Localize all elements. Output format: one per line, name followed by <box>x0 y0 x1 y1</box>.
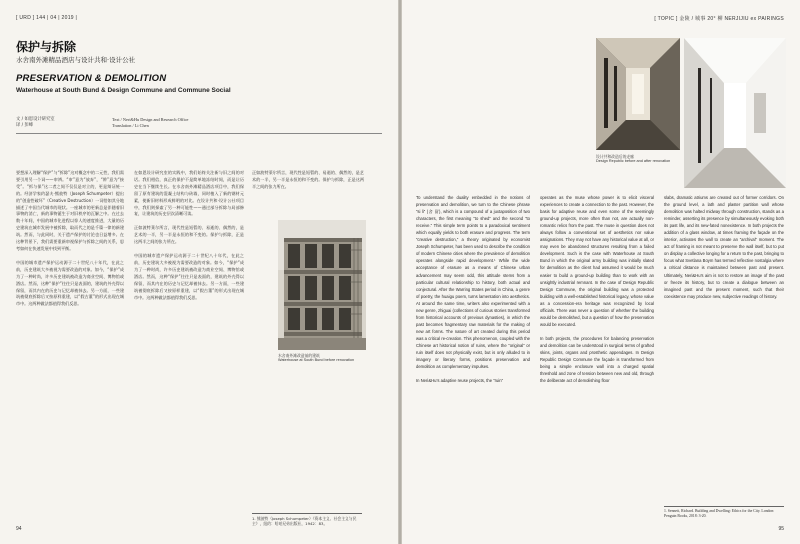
corridor-photo-caption <box>596 154 680 165</box>
paragraph-cn: 正如波特莱尔所言，现代性是短暂的、易逝的、偶然的，是艺术的一半，另一半是永恒的和不变的。保护与拆除，正是这两半之间的张力所在。 <box>252 170 364 189</box>
page-number-left: 94 <box>16 526 22 532</box>
article-title-en: PRESERVATION & DEMOLITION <box>16 73 167 84</box>
paragraph-en: operates as the muse whose power is to elicit visceral experiences to create a connection to the past. However, the basis for adaptive reuse and even some of the seemingly ground-up projects, more often than not, are actually non-romantic relics from the past. The muse in question does not always follow a conventional set of aesthetics nor value assignations. They may not have any historical value at all, or may even be abandoned structures resulting from a failed development. Such is the case with Waterhouse at South Bund in which the original army building was initially slated for demolition as the client had assumed it would be much easier to build a ground-up building than to work with an unsightly industrial remnant. In the case of Design Republic Design Commune, the original building was a protected building with a well-established historical legacy, whose value as a concession-era heritage was recognized by local officials. There was never a question of whether the building would be demolished, but a question of how the preservation would be executed. <box>540 195 654 327</box>
body-column-en-2 <box>540 194 654 528</box>
credit-cn: 文 / 如恩设计研究室 译 / 彭峰 <box>16 117 55 128</box>
caption-cn: 设计共和改造后的走廊 <box>596 154 634 159</box>
paragraph-cn: 正如波特莱尔所言，现代性是短暂的、易逝的、偶然的，是艺术的一半，另一半是永恒的和不变的。保护与拆除，正是这两半之间的张力所在。 <box>134 225 244 245</box>
running-head-right: [ TOPIC ] 金陵 / 城事 20° 柳 NERJIJIU ex PAIRINGS <box>654 16 784 22</box>
paragraph-cn: 中国的城市遗产保护运动源于二十世纪八十年代，在此之前，历史建筑大多被视为需要改造的对象。如今，“保护”成为了一种时尚，许多历史建筑被改造为商业空间、博物馆或酒店。然而，这种“保护”往往只是表面的，建筑的外壳得以保留，而其内在的历史与记忆却被抹去。另一方面，一些建筑被彻底拆除后又按原样重建，以“假古董”的形式出现在城市中。这两种做法都值得我们反思。 <box>134 253 244 300</box>
paragraph-cn: 在如恩设计研究室的实践中，我们始终关注新与旧之间的对话。我们相信，真正的保护不是简单地冻结时间，而是让历史在当下继续生长。在水舍南外滩精品酒店项目中，我们保留了原有建筑的混凝土结构与砖墙，同时植入了新的钢材元素，使新旧材料形成鲜明的对比。在设计共和·设计公社项目中，我们则探索了另一种可能性——通过部分拆除与局部修复，让建筑的历史层次清晰可读。 <box>134 170 244 217</box>
corridor-image-right <box>684 38 786 188</box>
footnote-left: 1. 熊彼特（Joseph Schumpeter）《资本主义、社会主义与民主》，纽约：哈珀兄弟出版社，1942：83。 <box>252 516 357 527</box>
body-column-cn-2 <box>134 170 244 506</box>
article-title-cn: 保护与拆除 <box>16 40 77 54</box>
paragraph-en: To understand the duality embedded in the notions of preservation and demolition, we turn to the Chinese phrase “si li” (舍 留), which is a compound of a juxtaposition of two characters, the first meaning “to shed” and the second “to receive.” This simple term points to a paradoxical sentiment which equally yields to both erasure and progress. The term “creative destruction,” a theory originated by economist Joseph Schumpeter, has been used to describe the condition of modern Chinese cities where the prevalence of demolition operates alongside rapid development.¹ While the wide acceptance of erasure as a means of Chinese urban advancement may seem odd, this attitude stems from a particular cultural relationship to history, both actual and conjectural. After the Warring States period in China, a genre of poetry, the huaigu poem, turns lamentation into aesthetics. At around the same time, writers also experimented with a new genre, zhiguai (collections of curious stories transformed from historical accounts of previous dynasties), in which the past becomes fragmentary raw materials for the making of new art forms. The nature of art created during this period was a critical re-creation. This phenomenon, coupled with the Chinese art historical notion of ruins, where the “original” or ruin itself does not physically exist, but is only alluded to in imagery or literary forms, positions preservation and demolition as complementary impulses. <box>416 195 530 370</box>
header-rule <box>16 133 382 134</box>
ruin-building-photo <box>278 220 366 350</box>
footnote-rule-right <box>664 506 784 507</box>
caption-en: Design Republic before and after renovation <box>596 159 671 164</box>
paragraph-cn: 要想深入理解“保护”与“拆除”这对概念中的二元性，我们需要引用另一个词——审辨。“审”意为“放弃”，“辨”意为“接受”。“拆与保”这二者之间不仅仅是对立的，更是辩证统一的。经济学家约瑟夫·熊彼特（Joseph Schumpeter）提出的“创造性破坏”（Creative Destruction）一词恰如其分地描述了中国当代城市的现状。一座城市的更新总是伴随着旧事物的消亡，新的事物诞生于对旧秩序的瓦解之中。在过去数十年间，中国的城市化进程以惊人的速度推进，大量的历史建筑在城市发展中被拆除，取而代之的是千篇一律的新建筑。然而，与此同时，关于遗产保护的讨论也日益增多。在这种背景下，我们需要重新审视保护与拆除之间的关系，思考如何在快速发展中找到平衡。 <box>16 170 124 251</box>
body-column-cn-3 <box>252 170 364 214</box>
paragraph-en: In Neri&Hu’s adaptive reuse projects, the “ruin” <box>416 378 503 384</box>
ruin-building-image <box>278 220 366 350</box>
page-number-right: 95 <box>778 526 784 532</box>
caption-en: Waterhouse at South Bund before renovation <box>278 358 355 363</box>
paragraph-en: slabs, dramatic atriums are created out of former corridors. On the ground level, a lath and plaster partition wall whose demolition was halted midway through construction, stands as a reminder, asserting its presence by simultaneously evoking both its past life, and its new-fated nonexistence. In both projects the addition of a glass window, at times framing the façade on the interior, activates the wall to create an “archival” moment. The act of framing is not meant to preserve the wall itself, but to put on display a collective longing for a return to the past, bringing to focus what Svetlana Boym has termed reflective nostalgia where a critical distance is maintained between past and present. Ultimately, Neri&Hu’s aim is not to restore an image of the past or freeze its history, but to create a dialogue between an imagined past and the present moment, such that their coexistence may produce new, subjective readings of history. <box>664 195 784 299</box>
paragraph-en: In both projects, the procedures for balancing preservation and demolition can be understood in surgical terms of grafted skins, joints, organs and prosthetic appendages. In Design Republic Design Commune the façade is transformed from being a simple enclosure wall into a charged spatial threshold and zone of tension between new and old, through the deliberate act of demolishing floor <box>540 335 654 384</box>
left-page <box>0 0 398 544</box>
caption-cn: 水舍南外滩改造前的建筑 <box>278 353 320 358</box>
body-column-en-3 <box>664 194 784 494</box>
white-corridor-photo <box>684 38 786 188</box>
ruin-photo-caption <box>278 353 378 364</box>
article-subtitle-en: Waterhouse at South Bund & Design Commune and Commune Social <box>16 87 231 94</box>
right-page <box>402 0 800 544</box>
corridor-image-left <box>596 38 680 150</box>
footnote-rule-left <box>252 513 362 514</box>
footnote-right: 1. Sennett, Richard. Building and Dwelling: Ethics for the City. London: Penguin Books, 2018: 3-20. <box>664 509 775 519</box>
body-column-cn-1 <box>16 170 124 506</box>
body-column-en-1 <box>416 194 530 528</box>
corridor-interior-photo <box>596 38 680 150</box>
paragraph-cn: 中国的城市遗产保护运动源于二十世纪八十年代，在此之前，历史建筑大多被视为需要改造的对象。如今，“保护”成为了一种时尚，许多历史建筑被改造为商业空间、博物馆或酒店。然而，这种“保护”往往只是表面的，建筑的外壳得以保留，而其内在的历史与记忆却被抹去。另一方面，一些建筑被彻底拆除后又按原样重建，以“假古董”的形式出现在城市中。这两种做法都值得我们反思。 <box>16 259 124 307</box>
credit-en: Text / Neri&Hu Design and Research Office Translation / Li Chen <box>112 117 189 128</box>
article-subtitle-cn: 水舍南外滩精品酒店与设计共和·设计公社 <box>16 56 136 64</box>
running-head-left: [ URD ] 144 | 04 | 2019 | <box>16 15 78 21</box>
